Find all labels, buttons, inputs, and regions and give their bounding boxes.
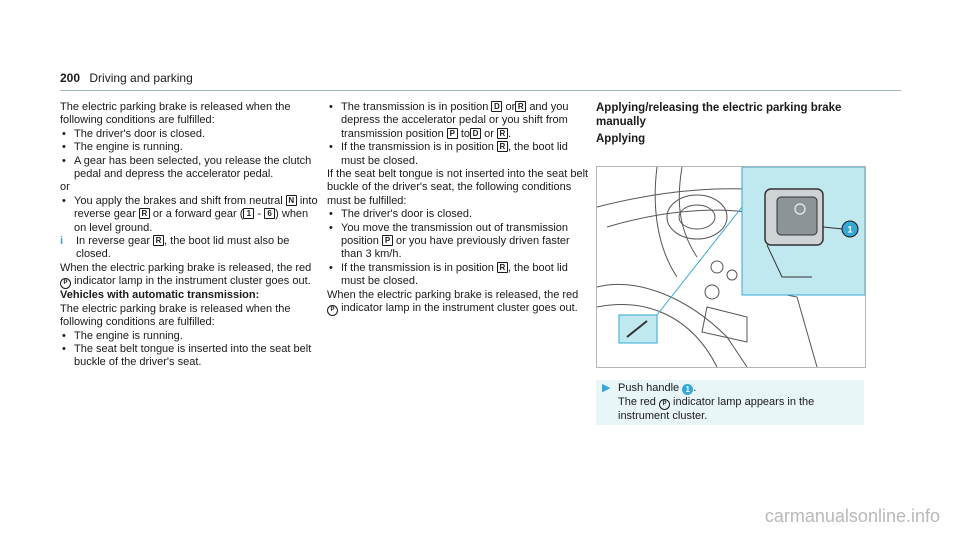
text-span: or a forward gear ( (152, 208, 244, 221)
parking-brake-icon: P (327, 305, 338, 316)
gear-key-p: P (382, 235, 393, 246)
text-span: to (460, 127, 471, 140)
text-span: Push handle (618, 382, 680, 395)
text-span: ) when on level ground. (74, 208, 309, 234)
text-span: indicator lamp appears in the instrument cluster. (618, 395, 815, 422)
gear-key-d: D (470, 128, 481, 139)
step-result (618, 396, 864, 423)
instruction-step (596, 380, 864, 425)
list-item: • The driver's door is closed. (60, 128, 322, 141)
text-span: The red (618, 395, 656, 408)
list-item: • The seat belt tongue is inserted into the seat belt buckle of the driver's seat. (60, 343, 322, 370)
text-span: The transmission is in position (341, 101, 489, 113)
text-span: You apply the brakes and shift from neutral (74, 194, 283, 207)
text-span: . (693, 382, 697, 395)
text-span: or (505, 101, 516, 113)
list-item (327, 141, 589, 168)
gear-key-r: R (153, 235, 164, 246)
text-span: , the boot lid must be closed. (341, 141, 568, 167)
gear-key-p: P (447, 128, 458, 139)
text-span: into reverse gear (74, 194, 318, 221)
gear-key-6: 6 (264, 208, 275, 219)
callout-number: 1 (847, 224, 853, 235)
list-item: • The engine is running. (60, 330, 322, 343)
text-span: and you depress the accelerator pedal or you shift from transmission position (341, 101, 569, 140)
gear-key-r: R (139, 208, 150, 219)
subheading-applying: Applying (596, 133, 646, 145)
text-span: indicator lamp in the instrument cluster goes out. (74, 275, 311, 288)
section-title: Driving and parking (89, 71, 193, 85)
column-right (596, 101, 866, 425)
list-item: • The driver's door is closed. (327, 208, 589, 221)
info-icon: i (60, 235, 64, 248)
header-divider (60, 90, 901, 91)
text-span: , the boot lid must also be closed. (76, 235, 290, 261)
dashboard-illustration (597, 167, 865, 367)
gear-key-1: 1 (243, 208, 254, 219)
text-span: When the electric parking brake is released, the red (60, 261, 312, 274)
dashboard-figure (596, 166, 866, 368)
play-arrow-icon: ▶ (602, 382, 611, 395)
gear-key-r: R (515, 101, 526, 112)
list-item (327, 222, 589, 262)
gear-key-r: R (497, 262, 508, 273)
seatbelt-text: If the seat belt tongue is not inserted into the seat belt buckle of the driver's seat, the following conditions must be fulfilled: (327, 168, 589, 207)
watermark: carmanualsonline.info (764, 506, 940, 526)
text-span: If the transmission is in position (341, 261, 494, 274)
text-span: , the boot lid must be closed. (341, 261, 568, 288)
release-text (60, 262, 322, 289)
column-left (60, 101, 322, 370)
text-span: In reverse gear (76, 235, 150, 248)
intro-text: The electric parking brake is released when the following conditions are fulfilled: (60, 101, 291, 127)
page-number: 200 (60, 71, 81, 85)
text-span: . (507, 127, 511, 140)
text-span: or (484, 127, 494, 140)
gear-key-r: R (497, 141, 508, 152)
release-text (327, 289, 589, 316)
subheading: Vehicles with automatic transmission: (60, 289, 260, 302)
auto-intro: The electric parking brake is released when the following conditions are fulfilled: (60, 302, 291, 329)
gear-key-r: R (497, 128, 508, 139)
text-span: You move the transmission out of transmission position (341, 221, 569, 248)
step-text (618, 382, 864, 395)
text-span: - (254, 208, 265, 221)
list-item (60, 195, 322, 235)
callout-badge: 1 (682, 384, 693, 395)
text-span: If the transmission is in position (341, 141, 494, 154)
text-span: When the electric parking brake is released, the red (327, 288, 579, 301)
info-note (60, 235, 322, 262)
list-item (327, 262, 589, 289)
parking-brake-icon: P (659, 399, 670, 410)
column-middle (327, 101, 589, 316)
parking-brake-icon: P (60, 278, 71, 289)
text-span: or you have previously driven faster than 3 km/h. (341, 235, 570, 261)
gear-key-n: N (286, 195, 297, 206)
list-item (327, 101, 589, 141)
or-text: or (60, 181, 70, 194)
text-span: indicator lamp in the instrument cluster goes out. (341, 302, 578, 315)
list-item: • A gear has been selected, you release the clutch pedal and depress the accelerator pedal. (60, 155, 322, 182)
gear-key-d: D (491, 101, 502, 112)
section-heading: Applying/releasing the electric parking brake manually (596, 102, 842, 128)
page-header (60, 71, 193, 85)
list-item: • The engine is running. (60, 141, 322, 154)
